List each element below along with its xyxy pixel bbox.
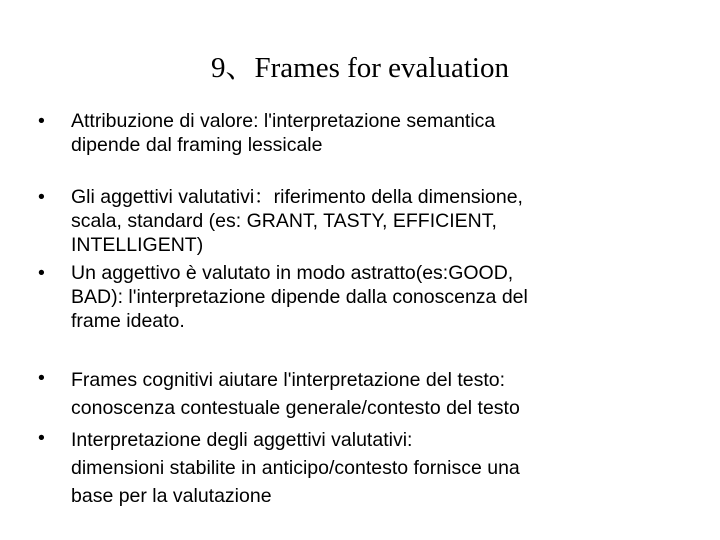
bullet-text: [71, 366, 671, 422]
bullet-line: dimensioni stabilite in anticipo/contesto fornisce una: [71, 457, 520, 479]
bullet-line: scala, standard (es: GRANT, TASTY, EFFICIENT,: [71, 210, 497, 232]
bullet-line: dipende dal framing lessicale: [71, 134, 323, 156]
bullet-text: [71, 109, 671, 157]
bullet-line: base per la valutazione: [71, 485, 272, 507]
bullet-line: frame ideato.: [71, 310, 185, 332]
bullet-line: Frames cognitivi aiutare l'interpretazione del testo:: [71, 369, 506, 391]
bullet-line: Interpretazione degli aggettivi valutativi:: [71, 429, 413, 451]
bullet-line: BAD): l'interpretazione dipende dalla conoscenza del: [71, 286, 528, 308]
bullet-text: [71, 185, 671, 257]
bullet-line: Gli aggettivi valutativi：riferimento della dimensione,: [71, 186, 523, 208]
slide-title: 9、Frames for evaluation: [211, 52, 509, 84]
bullet-line: Attribuzione di valore: l'interpretazione semantica: [71, 110, 496, 132]
bullet-line: conoscenza contestuale generale/contesto del testo: [71, 397, 520, 419]
bullet-text: [71, 426, 671, 510]
bullet-dot-icon: •: [38, 367, 45, 389]
bullet-line: Un aggettivo è valutato in modo astratto(es:GOOD,: [71, 262, 514, 284]
bullet-dot-icon: •: [38, 110, 45, 132]
bullet-line: INTELLIGENT): [71, 234, 204, 256]
bullet-dot-icon: •: [38, 427, 45, 449]
bullet-dot-icon: •: [38, 186, 45, 208]
bullet-text: [71, 261, 671, 333]
bullet-dot-icon: •: [38, 262, 45, 284]
